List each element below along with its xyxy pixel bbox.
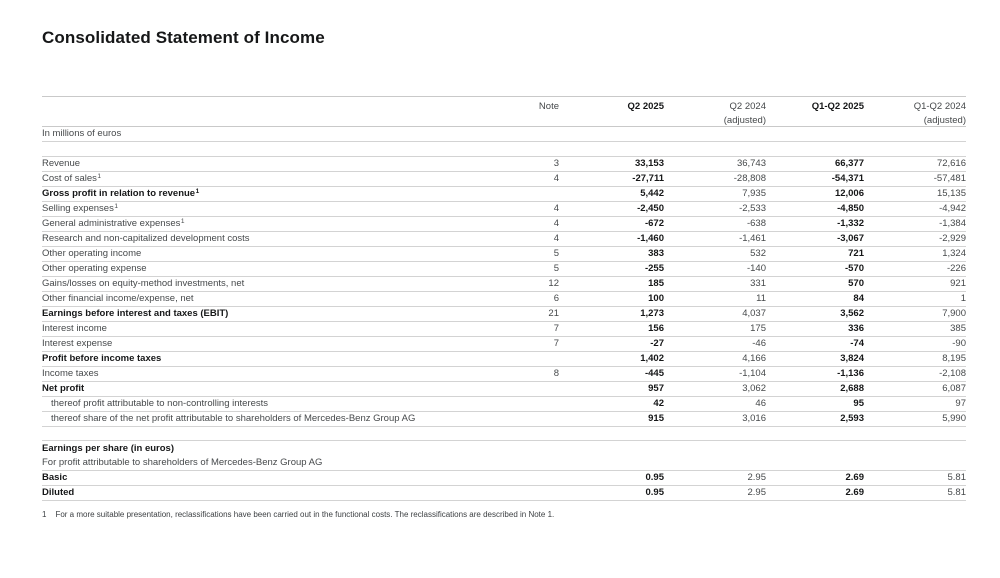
page-title: Consolidated Statement of Income xyxy=(42,28,325,47)
row-label: thereof share of the net profit attributable to shareholders of Mercedes-Benz Group AG xyxy=(51,413,416,424)
cell-c1: -445 xyxy=(644,368,664,379)
footnote xyxy=(42,510,966,520)
cell-c2: -1,104 xyxy=(739,368,766,379)
cell-c1: -672 xyxy=(644,218,664,229)
cell-c4: -90 xyxy=(952,338,966,349)
cell-c4: 8,195 xyxy=(942,353,966,364)
cell-note: 12 xyxy=(548,278,559,289)
eps-section-subheading-row xyxy=(42,456,966,471)
cell-c1: -27 xyxy=(650,338,664,349)
cell-c4: -226 xyxy=(946,263,966,274)
cell-c2: -140 xyxy=(746,263,766,274)
cell-c2: -28,808 xyxy=(733,173,766,184)
row-label: Other operating expense xyxy=(42,263,147,274)
cell-c3: 570 xyxy=(848,278,864,289)
column-header-q2-2024: Q2 2024 (adjusted) xyxy=(664,101,766,126)
cell-note: 5 xyxy=(553,248,559,259)
row-label: Interest income xyxy=(42,323,107,334)
cell-note: 4 xyxy=(553,218,559,229)
cell-c4: 1 xyxy=(960,293,966,304)
cell-c2: 4,037 xyxy=(742,308,766,319)
cell-c3: 336 xyxy=(848,323,864,334)
cell-c3: 721 xyxy=(848,248,864,259)
table-row xyxy=(42,352,966,367)
unit-row xyxy=(42,127,966,142)
row-label: Net profit xyxy=(42,383,85,394)
row-label: Interest expense xyxy=(42,338,113,349)
row-label: Gains/losses on equity-method investments, net xyxy=(42,278,245,289)
cell-c3: 12,006 xyxy=(834,188,864,199)
table-header-row xyxy=(42,96,966,127)
cell-c2: 46 xyxy=(755,398,766,409)
column-header-q1q2-2025: Q1-Q2 2025 xyxy=(811,101,864,112)
cell-note: 4 xyxy=(553,233,559,244)
cell-c3: 2,688 xyxy=(840,383,864,394)
table-row xyxy=(42,292,966,307)
cell-c2: 3,016 xyxy=(742,413,766,424)
spacer-row xyxy=(42,142,966,157)
column-subheader-adjusted: (adjusted) xyxy=(723,115,766,126)
row-label: Gross profit in relation to revenue$^1$ xyxy=(42,188,200,199)
row-label: Profit before income taxes xyxy=(42,353,162,364)
cell-c4: 5,990 xyxy=(942,413,966,424)
cell-c3: 66,377 xyxy=(834,158,864,169)
footnote-reference: 1 xyxy=(114,203,118,210)
row-label: Cost of sales$^1$ xyxy=(42,173,102,184)
row-label: Earnings before interest and taxes (EBIT) xyxy=(42,308,229,319)
cell-c1: 915 xyxy=(648,413,664,424)
income-statement-page xyxy=(0,28,1000,520)
table-row xyxy=(42,382,966,397)
cell-c2: 175 xyxy=(750,323,766,334)
cell-note: 8 xyxy=(553,368,559,379)
footnote-reference: 1 xyxy=(180,218,185,225)
cell-c3: -570 xyxy=(844,263,864,274)
row-label: Research and non-capitalized development costs xyxy=(42,233,250,244)
cell-note: 7 xyxy=(553,323,559,334)
column-header-q2-2025: Q2 2025 xyxy=(627,101,664,112)
footnote-reference: 1 xyxy=(97,173,102,180)
cell-c4: -1,384 xyxy=(939,218,966,229)
cell-c2: 331 xyxy=(750,278,766,289)
row-label: Revenue xyxy=(42,158,81,169)
cell-c2: 7,935 xyxy=(742,188,766,199)
cell-c4: 5.81 xyxy=(947,472,966,483)
row-label: Diluted xyxy=(42,487,75,498)
row-label: Income taxes xyxy=(42,368,99,379)
table-row xyxy=(42,397,966,412)
cell-c1: -2,450 xyxy=(637,203,664,214)
cell-c3: 3,562 xyxy=(840,308,864,319)
cell-note: 6 xyxy=(553,293,559,304)
row-label: Selling expenses$^1$ xyxy=(42,203,118,214)
cell-note: 4 xyxy=(553,173,559,184)
cell-c2: 4,166 xyxy=(742,353,766,364)
table-row xyxy=(42,486,966,501)
eps-section-subheading: For profit attributable to shareholders of Mercedes-Benz Group AG xyxy=(42,457,323,468)
column-subheader-adjusted: (adjusted) xyxy=(923,115,966,126)
cell-c2: 3,062 xyxy=(742,383,766,394)
eps-table-body xyxy=(42,471,966,501)
cell-c4: 921 xyxy=(950,278,966,289)
cell-c2: -2,533 xyxy=(739,203,766,214)
cell-c2: 2.95 xyxy=(747,487,766,498)
table-row xyxy=(42,471,966,486)
table-row xyxy=(42,307,966,322)
cell-c1: 1,402 xyxy=(640,353,664,364)
eps-section-heading-row xyxy=(42,441,966,456)
footnote-reference: 1 xyxy=(195,188,200,195)
row-label: Basic xyxy=(42,472,68,483)
cell-c3: 95 xyxy=(853,398,864,409)
table-body xyxy=(42,157,966,427)
cell-c4: 1,324 xyxy=(942,248,966,259)
cell-c3: -74 xyxy=(850,338,864,349)
cell-c3: 2,593 xyxy=(840,413,864,424)
table-row xyxy=(42,217,966,232)
cell-c4: 7,900 xyxy=(942,308,966,319)
cell-c4: -2,929 xyxy=(939,233,966,244)
table-row xyxy=(42,337,966,352)
cell-c1: 42 xyxy=(653,398,664,409)
cell-c1: 0.95 xyxy=(645,472,664,483)
table-row xyxy=(42,322,966,337)
cell-c3: 3,824 xyxy=(840,353,864,364)
cell-c1: 33,153 xyxy=(634,158,664,169)
column-header-note: Note xyxy=(538,101,559,112)
cell-c1: 100 xyxy=(648,293,664,304)
cell-c1: 156 xyxy=(648,323,664,334)
cell-c2: 2.95 xyxy=(747,472,766,483)
row-label: General administrative expenses$^1$ xyxy=(42,218,185,229)
cell-c4: 5.81 xyxy=(947,487,966,498)
cell-c2: 11 xyxy=(756,293,766,304)
cell-c4: 6,087 xyxy=(942,383,966,394)
cell-c2: -1,461 xyxy=(739,233,766,244)
table-row xyxy=(42,262,966,277)
table-row xyxy=(42,247,966,262)
footnote-text: For a more suitable presentation, reclassifications have been carried out in the functional costs. The reclassifications are described in Note 1. xyxy=(55,510,555,519)
cell-c3: 84 xyxy=(853,293,864,304)
cell-c3: -1,136 xyxy=(837,368,864,379)
table-row xyxy=(42,187,966,202)
cell-note: 5 xyxy=(553,263,559,274)
cell-note: 21 xyxy=(548,308,559,319)
cell-c2: 36,743 xyxy=(736,158,766,169)
table-row xyxy=(42,277,966,292)
cell-c4: -4,942 xyxy=(939,203,966,214)
header-spacer xyxy=(42,101,519,126)
cell-c1: -255 xyxy=(644,263,664,274)
cell-c3: 2.69 xyxy=(845,487,864,498)
cell-c4: 97 xyxy=(955,398,966,409)
cell-c3: -54,371 xyxy=(831,173,864,184)
unit-label: In millions of euros xyxy=(42,128,122,139)
income-statement-table xyxy=(42,96,966,501)
cell-c1: -27,711 xyxy=(632,173,664,184)
cell-c1: -1,460 xyxy=(637,233,664,244)
cell-c2: -638 xyxy=(746,218,766,229)
cell-c4: -2,108 xyxy=(939,368,966,379)
row-label: Other financial income/expense, net xyxy=(42,293,194,304)
cell-c1: 185 xyxy=(648,278,664,289)
cell-c3: -4,850 xyxy=(837,203,864,214)
cell-c1: 0.95 xyxy=(645,487,664,498)
cell-c4: 385 xyxy=(950,323,966,334)
cell-c1: 957 xyxy=(648,383,664,394)
cell-c4: -57,481 xyxy=(933,173,966,184)
cell-c1: 5,442 xyxy=(640,188,664,199)
table-row xyxy=(42,232,966,247)
cell-c2: 532 xyxy=(750,248,766,259)
row-label: Other operating income xyxy=(42,248,142,259)
table-row xyxy=(42,367,966,382)
table-row xyxy=(42,157,966,172)
cell-c4: 15,135 xyxy=(936,188,966,199)
cell-note: 7 xyxy=(553,338,559,349)
cell-note: 4 xyxy=(553,203,559,214)
spacer-row xyxy=(42,427,966,441)
cell-c1: 383 xyxy=(648,248,664,259)
eps-section-heading: Earnings per share (in euros) xyxy=(42,442,174,454)
cell-note: 3 xyxy=(553,158,559,169)
cell-c2: -46 xyxy=(752,338,766,349)
cell-c3: -1,332 xyxy=(837,218,864,229)
cell-c1: 1,273 xyxy=(640,308,664,319)
row-label: thereof profit attributable to non-controlling interests xyxy=(51,398,269,409)
table-row xyxy=(42,172,966,187)
footnote-marker: 1 xyxy=(42,510,47,519)
cell-c3: -3,067 xyxy=(837,233,864,244)
cell-c4: 72,616 xyxy=(936,158,966,169)
cell-c3: 2.69 xyxy=(845,472,864,483)
column-header-q1q2-2024: Q1-Q2 2024 (adjusted) xyxy=(864,101,966,126)
table-row xyxy=(42,412,966,427)
table-row xyxy=(42,202,966,217)
